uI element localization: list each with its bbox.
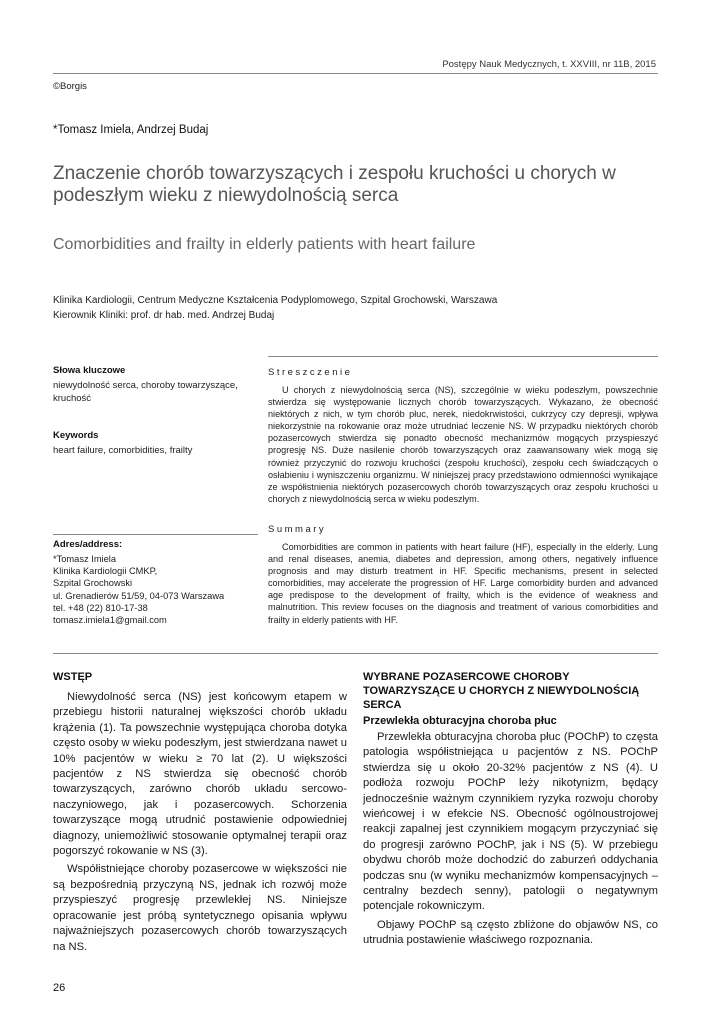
keywords-english (53, 430, 253, 457)
abstract-polish-heading: Streszczenie (268, 367, 353, 378)
page-number: 26 (53, 982, 66, 994)
address-heading: Adres/address: (53, 539, 123, 550)
abstract-polish-text: U chorych z niewydolnością serca (NS), szczególnie w wieku podeszłym, powszechnie stwierdza się występowanie licznych chorób towarzyszących. Wykazano, że obecność niektórych z nich, w tym chorób płuc, nerek, niedokrwistości, cukrzycy czy depresji, wpływa niekorzystnie na rokowanie oraz może utrudniać leczenie NS. W przypadku niektórych chorób pozasercowych stwierdza się ponadto obecność mechanizmów mogących przyspieszyć progresję NS. Duże nasilenie chorób towarzyszących oraz zaawansowany wiek mogą się również przyczynić do rozwoju kruchości (zespołu kruchości), zespołu cech świadczących o osłabieniu i wyniszczeniu organizmu. W niniejszej pracy przedstawiono odmienności wynikające ze współistnienia niektórych pozasercowych chorób towarzyszących oraz zespołu kruchości u chorych z niewydolnością serca w wieku podeszłym. (268, 385, 658, 504)
abstract-english-text: Comorbidities are common in patients with heart failure (HF), especially in the elderly. Lung and renal diseases, anemia, diabetes and depression, among others, negatively influence prognosis and may disturb treatment in HF. Specific mechanisms, present in selected comorbidities, may accelerate the progression of HF. Large comorbidity burden and advanced age predispose to the development of frailty, which is the evidence of weakness and malnutrition. This review focuses on the diagnosis and treatment of various comorbidities and frailty in elderly patients with HF. (268, 542, 658, 625)
address-line: Klinika Kardiologii CMKP, (53, 566, 158, 577)
address-line: tel. +48 (22) 810-17-38 (53, 602, 148, 613)
title-english: Comorbidities and frailty in elderly patients with heart failure (53, 236, 476, 253)
affiliation-line: Klinika Kardiologii, Centrum Medyczne Kształcenia Podyplomowego, Szpital Grochowski, Warszawa (53, 295, 498, 306)
keywords-english-heading: Keywords (53, 430, 99, 441)
address-line: Szpital Grochowski (53, 578, 133, 589)
body-divider (53, 653, 658, 654)
address-email: tomasz.imiela1@gmail.com (53, 615, 167, 626)
keywords-polish-text: niewydolność serca, choroby towarzyszące, kruchość (53, 380, 238, 404)
paragraph: Przewlekła obturacyjna choroba płuc (POChP) to częsta patologia współistniejąca u pacjentów z NS. POChP stwierdza się u około 20-32% pacjentów z NS (4). U podłoża rozwoju POChP leży nikotynizm, będący jednocześnie ważnym czynnikiem ryzyka rozwoju choroby wieńcowej i w efekcie NS. Obecność ogólnoustrojowej reakcji zapalnej jest czynnikiem mogącym przyczyniać się do progresji zarówno POChP, jak i NS (5). W przebiegu obydwu chorób może dochodzić do zaburzeń oddychania podczas snu (w wyniku mechanizmów kompensacyjnych – centralny bezdech senny), patologii o negatywnym potencjale rokowniczym. (363, 731, 658, 913)
journal-citation: Postępy Nauk Medycznych, t. XXVIII, nr 11B, 2015 (442, 59, 656, 70)
author-list: *Tomasz Imiela, Andrzej Budaj (53, 124, 209, 136)
body-column-left (53, 670, 347, 955)
paragraph: Niewydolność serca (NS) jest końcowym etapem w przebiegu historii naturalnej większości chorób układu krążenia (1). Ta powszechnie występująca choroba dotyka często osoby w wieku podeszłym, jest stwierdzana nawet u 10% pacjentów w wieku ≥ 70 lat (2). U większości pacjentów z NS stwierdza się obecność chorób towarzyszących, zarówno chorób układu sercowo-naczyniowego, jak i pozasercowych. Schorzenia towarzyszące mogą utrudnić postawienie odpowiedniej diagnozy, uniemożliwić stosowanie optymalnej terapii oraz pogorszyć rokowanie w NS (3). (53, 691, 347, 858)
address-line: ul. Grenadierów 51/59, 04-073 Warszawa (53, 590, 225, 601)
correspondence-address (53, 539, 263, 626)
paragraph: Współistniejące choroby pozasercowe w większości nie są bezpośrednią przyczyną NS, jednak ich rozwój może przyspieszyć progresję przewlekłej NS. Niniejsze opracowanie jest próbą syntetycznego opisania wpływu najważniejszych pozasercowych chorób towarzyszących na NS. (53, 863, 347, 953)
abstract-polish (268, 367, 658, 505)
keywords-polish (53, 365, 253, 405)
body-column-right (363, 670, 658, 949)
address-lines (53, 553, 263, 626)
address-line: *Tomasz Imiela (53, 554, 117, 564)
abstract-english (268, 524, 658, 626)
section-heading-intro: WSTĘP (53, 671, 93, 683)
address-divider (53, 534, 258, 535)
abstract-english-heading: Summary (268, 524, 327, 535)
title-polish: Znaczenie chorób towarzyszących i zespołu kruchości u chorych w podeszłym wieku z niewydolnością serca (53, 163, 616, 206)
header-divider (53, 73, 658, 74)
keywords-polish-heading: Słowa kluczowe (53, 365, 126, 376)
affiliation (53, 294, 497, 323)
subsection-heading-copd: Przewlekła obturacyjna choroba płuc (363, 715, 557, 727)
section-heading-comorbidities: WYBRANE POZASERCOWE CHOROBY TOWARZYSZĄCE U CHORYCH Z NIEWYDOLNOŚCIĄ SERCA (363, 671, 640, 711)
paragraph: Objawy POChP są często zbliżone do objawów NS, co utrudnia postawienie właściwego rozpoznania. (363, 918, 658, 947)
publisher-mark: ©Borgis (53, 81, 87, 92)
head-of-clinic-line: Kierownik Kliniki: prof. dr hab. med. Andrzej Budaj (53, 309, 275, 321)
abstract-divider (268, 356, 658, 357)
keywords-english-text: heart failure, comorbidities, frailty (53, 445, 193, 456)
